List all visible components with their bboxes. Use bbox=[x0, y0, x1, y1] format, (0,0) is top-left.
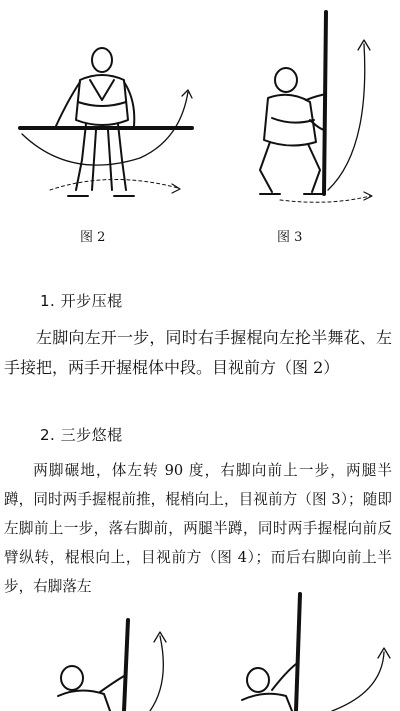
figure-5-illustration bbox=[212, 592, 392, 711]
figure-2-illustration bbox=[10, 40, 200, 210]
section-1-heading: 1. 开步压棍 bbox=[40, 292, 123, 310]
figure-3-caption: 图 3 bbox=[277, 230, 303, 245]
section-1-text: 左脚向左开一步，同时右手握棍向左抡半舞花、左手接把，两手开握棍体中段。目视前方（图 2） bbox=[4, 328, 392, 377]
section-2-text: 两脚碾地，体左转 90 度，右脚向前上一步，两腿半蹲，同时两手握棍前推，棍梢向上，目视前方（图 3）；随即左脚前上一步，落右脚前，两腿半蹲，同时两手握棍向前反臂纵转，棍根向上，目视前方（图 4）；而后右脚向前上半步，右脚落左 bbox=[4, 462, 392, 595]
figure-3-illustration bbox=[220, 10, 390, 210]
figure-2-caption: 图 2 bbox=[80, 230, 106, 245]
figure-4-illustration bbox=[20, 612, 190, 711]
section-2-heading: 2. 三步悠棍 bbox=[40, 426, 123, 444]
